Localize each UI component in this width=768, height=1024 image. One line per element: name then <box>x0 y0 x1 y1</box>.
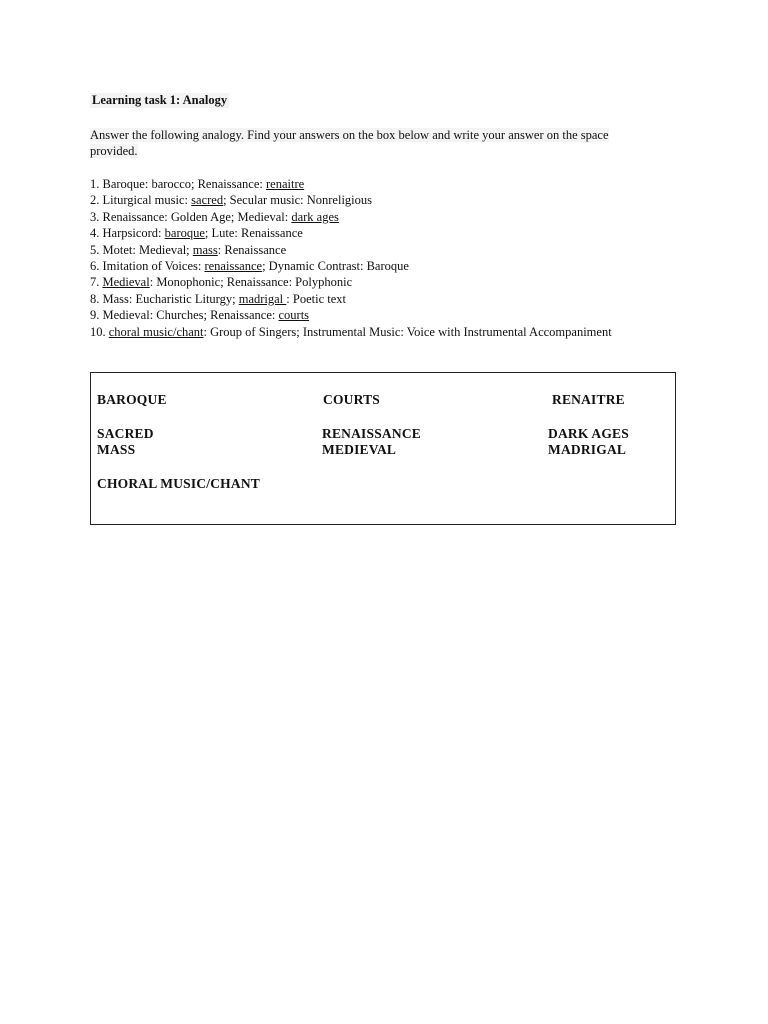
word-baroque: BAROQUE <box>97 392 167 407</box>
word-renaitre: RENAITRE <box>552 392 625 407</box>
item-answer: mass <box>192 242 218 257</box>
list-item <box>90 176 710 192</box>
word-choral-music: CHORAL MUSIC/CHANT <box>97 476 260 491</box>
task-title: Learning task 1: Analogy <box>92 93 228 107</box>
answer-word-box <box>90 372 676 525</box>
word-mass: MASS <box>97 442 136 457</box>
item-text: ; Dynamic Contrast: Baroque <box>262 259 409 274</box>
list-item <box>90 274 710 290</box>
item-answer: madrigal <box>238 291 287 306</box>
item-text: 6. Imitation of Voices: <box>90 259 205 274</box>
item-text: 2. Liturgical music: <box>90 193 192 208</box>
item-answer: choral music/chant <box>108 324 204 339</box>
item-text: : Poetic text <box>286 291 346 306</box>
item-text: ; Lute: Renaissance <box>204 226 303 241</box>
item-text: : Renaissance <box>217 242 287 257</box>
list-item <box>90 242 710 258</box>
item-text: 7. <box>90 275 103 290</box>
item-text: 9. Medieval: Churches; Renaissance: <box>90 308 279 323</box>
item-answer: dark ages <box>291 209 339 224</box>
list-item <box>90 324 710 340</box>
item-text: 10. <box>90 324 109 339</box>
list-item <box>90 291 710 307</box>
word-renaissance: RENAISSANCE <box>322 426 421 441</box>
item-text: : Group of Singers; Instrumental Music: Voice with Instrumental Accompaniment <box>203 324 612 339</box>
word-dark-ages: DARK AGES <box>548 426 629 441</box>
list-item <box>90 209 710 225</box>
item-answer: renaitre <box>265 177 305 191</box>
list-item <box>90 307 710 323</box>
item-text: 3. Renaissance: Golden Age; Medieval: <box>90 209 292 224</box>
item-answer: baroque <box>164 226 205 241</box>
item-text: 4. Harpsicord: <box>90 226 165 241</box>
item-text: : Monophonic; Renaissance: Polyphonic <box>149 275 353 290</box>
item-answer: Medieval <box>102 275 150 290</box>
instructions <box>90 127 650 159</box>
list-item <box>90 225 710 241</box>
word-courts: COURTS <box>323 392 380 407</box>
item-text: 5. Motet: Medieval; <box>90 242 193 257</box>
item-answer: renaissance <box>204 259 263 274</box>
list-item <box>90 258 710 274</box>
item-text: 8. Mass: Eucharistic Liturgy; <box>90 291 239 306</box>
item-text: 1. Baroque: barocco; Renaissance: <box>90 177 266 191</box>
word-madrigal: MADRIGAL <box>548 442 627 457</box>
instructions-text: Answer the following analogy. Find your answers on the box below and write your answer on the space provided. <box>90 128 609 158</box>
list-item <box>90 192 710 208</box>
word-sacred: SACRED <box>97 426 154 441</box>
item-answer: courts <box>278 308 310 323</box>
item-text: ; Secular music: Nonreligious <box>223 193 373 208</box>
analogy-list <box>90 176 710 340</box>
item-answer: sacred <box>191 193 224 208</box>
word-medieval: MEDIEVAL <box>322 442 397 457</box>
